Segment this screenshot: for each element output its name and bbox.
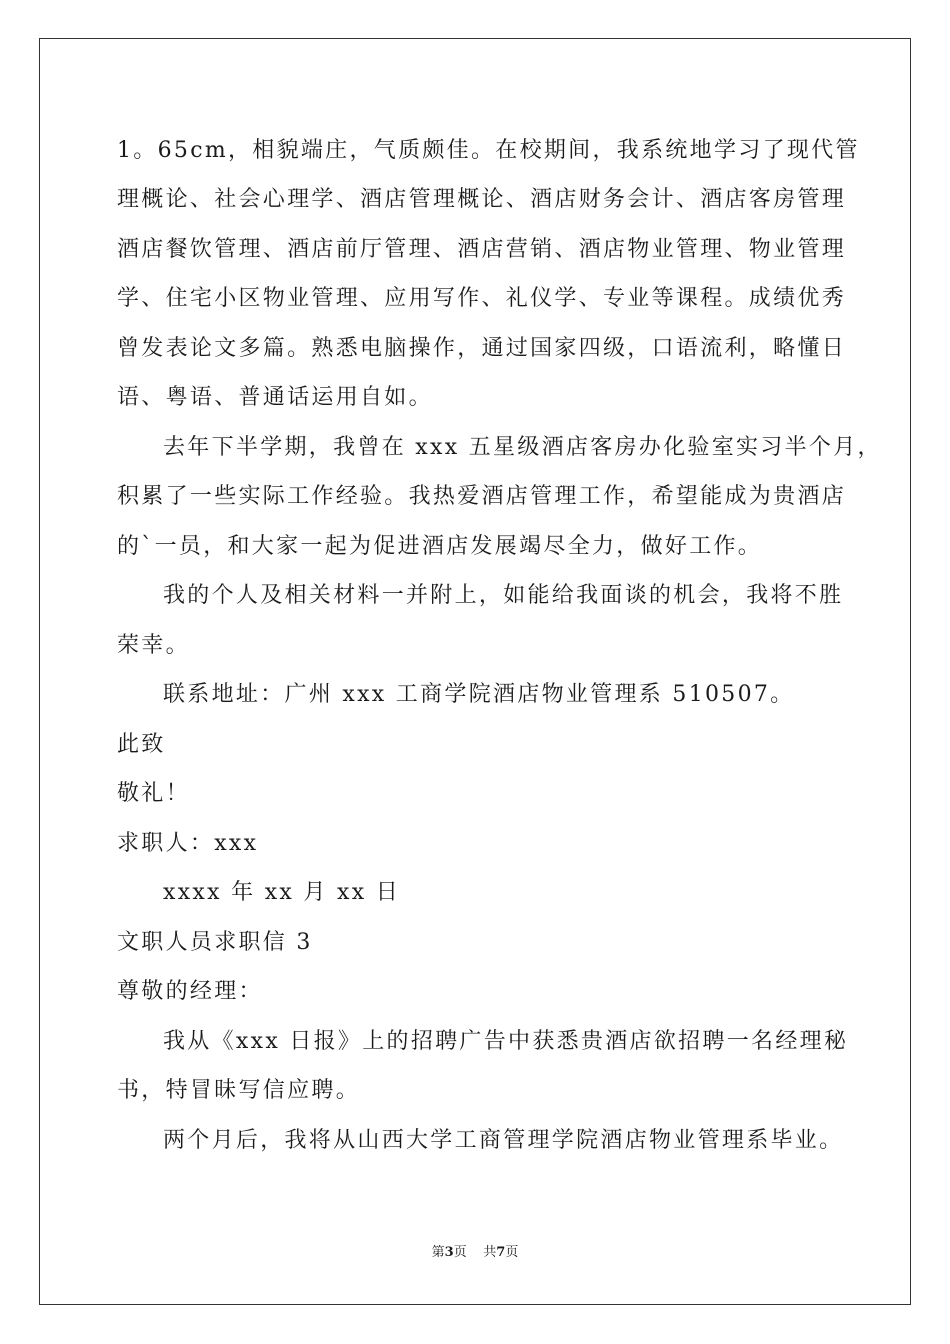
body-line: 语、粤语、普通话运用自如。 <box>117 385 433 410</box>
section-heading: 文职人员求职信 3 <box>117 930 313 955</box>
page-number: 3 <box>444 1245 454 1260</box>
body-line: 两个月后，我将从山西大学工商管理学院酒店物业管理系毕业。 <box>163 1128 844 1153</box>
total-suffix: 页 <box>505 1245 519 1260</box>
closing-salutation: 此致 <box>117 732 166 757</box>
body-line: 我从《xxx 日报》上的招聘广告中获悉贵酒店欲招聘一名经理秘 <box>163 1029 849 1054</box>
total-prefix: 共 <box>483 1245 497 1260</box>
body-line: 我的个人及相关材料一并附上，如能给我面谈的机会，我将不胜 <box>163 583 844 608</box>
page-footer <box>0 1245 950 1261</box>
body-line: 的`一员，和大家一起为促进酒店发展竭尽全力，做好工作。 <box>117 534 763 559</box>
body-line: 荣幸。 <box>117 633 190 658</box>
body-line: 学、住宅小区物业管理、应用写作、礼仪学、专业等课程。成绩优秀 <box>117 286 847 311</box>
letter-date: xxxx 年 xx 月 xx 日 <box>163 880 401 905</box>
greeting: 尊敬的经理： <box>117 979 263 1004</box>
page-border <box>39 38 911 1305</box>
body-line: 去年下半学期，我曾在 xxx 五星级酒店客房办化验室实习半个月， <box>163 435 882 460</box>
page-prefix: 第 <box>431 1245 445 1260</box>
body-line: 1。65cm，相貌端庄，气质颇佳。在校期间，我系统地学习了现代管 <box>117 138 860 163</box>
body-line: 理概论、社会心理学、酒店管理概论、酒店财务会计、酒店客房管理 <box>117 187 847 212</box>
body-line: 曾发表论文多篇。熟悉电脑操作，通过国家四级，口语流利，略懂日 <box>117 336 847 361</box>
applicant-signature: 求职人：xxx <box>117 831 259 856</box>
body-line: 积累了一些实际工作经验。我热爱酒店管理工作，希望能成为贵酒店 <box>117 484 847 509</box>
contact-address: 联系地址：广州 xxx 工商学院酒店物业管理系 510507。 <box>163 682 795 707</box>
body-line: 酒店餐饮管理、酒店前厅管理、酒店营销、酒店物业管理、物业管理 <box>117 237 847 262</box>
closing-regards: 敬礼！ <box>117 781 190 806</box>
body-line: 书，特冒昧写信应聘。 <box>117 1078 361 1103</box>
total-pages: 7 <box>496 1245 506 1260</box>
page-suffix: 页 <box>453 1245 467 1260</box>
